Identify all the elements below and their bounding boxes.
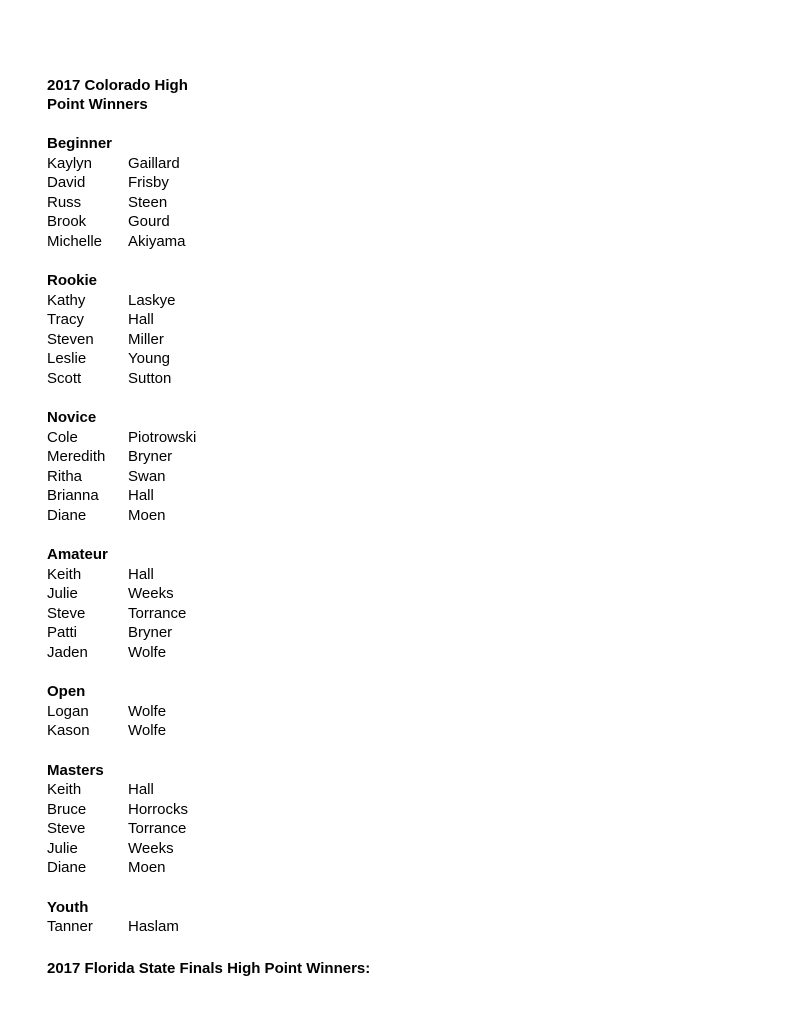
last-name: Weeks — [128, 839, 174, 857]
first-name: Michelle — [47, 232, 103, 250]
winner-row — [47, 584, 747, 604]
winner-row — [47, 193, 747, 213]
winner-row — [47, 780, 747, 800]
winner-row — [47, 212, 747, 232]
winner-row — [47, 369, 747, 389]
last-name: Horrocks — [128, 800, 189, 818]
last-name: Hall — [128, 781, 154, 798]
winner-row — [47, 467, 747, 487]
last-name: Miller — [128, 330, 164, 348]
first-name: Diane — [47, 506, 87, 524]
section-heading: Rookie — [47, 272, 98, 289]
last-name: Weeks — [128, 585, 174, 602]
winner-row — [47, 702, 747, 722]
first-name: Diane — [47, 859, 87, 876]
first-name: Julie — [47, 585, 78, 602]
first-name: Steve — [47, 604, 86, 622]
first-name: Keith — [47, 781, 82, 798]
winner-row — [47, 349, 747, 369]
first-name: Kaylyn — [47, 154, 93, 172]
first-name: David — [47, 174, 86, 191]
last-name: Young — [128, 350, 170, 367]
first-name: Meredith — [47, 448, 106, 465]
last-name: Hall — [128, 565, 154, 583]
last-name: Swan — [128, 467, 166, 485]
winner-row — [47, 839, 747, 859]
section-heading: Novice — [47, 409, 97, 426]
first-name: Kathy — [47, 291, 86, 309]
winner-row — [47, 428, 747, 448]
section-youth — [47, 898, 747, 937]
winner-row — [47, 800, 747, 820]
last-name: Wolfe — [128, 702, 167, 720]
last-name: Wolfe — [128, 722, 167, 739]
winner-row — [47, 486, 747, 506]
winner-row — [47, 643, 747, 663]
first-name: Russ — [47, 193, 82, 211]
section-masters — [47, 761, 747, 878]
last-name: Moen — [128, 859, 166, 876]
first-name: Steve — [47, 820, 86, 837]
winner-row — [47, 330, 747, 350]
last-name: Gourd — [128, 213, 170, 230]
section-novice — [47, 408, 747, 525]
section-heading: Masters — [47, 761, 104, 779]
section-heading: Beginner — [47, 135, 113, 152]
last-name: Wolfe — [128, 643, 167, 661]
last-name: Hall — [128, 311, 154, 328]
florida-heading: 2017 Florida State Finals High Point Winners: — [47, 959, 371, 977]
last-name: Gaillard — [128, 154, 180, 172]
winner-row — [47, 604, 747, 624]
last-name: Bryner — [128, 448, 173, 465]
first-name: Brook — [47, 213, 87, 230]
last-name: Piotrowski — [128, 428, 197, 446]
first-name: Brianna — [47, 487, 99, 504]
winner-row — [47, 819, 747, 839]
section-heading: Amateur — [47, 546, 108, 563]
winner-row — [47, 154, 747, 174]
winner-row — [47, 232, 747, 252]
winner-row — [47, 917, 747, 937]
first-name: Ritha — [47, 467, 83, 485]
first-name: Tanner — [47, 918, 93, 935]
first-name: Bruce — [47, 800, 87, 818]
first-name: Julie — [47, 839, 78, 857]
last-name: Hall — [128, 487, 154, 504]
last-name: Akiyama — [128, 232, 186, 250]
first-name: Scott — [47, 369, 82, 387]
section-heading: Youth — [47, 898, 89, 916]
section-open — [47, 682, 747, 741]
first-name: Leslie — [47, 350, 87, 367]
winner-row — [47, 291, 747, 311]
winner-row — [47, 721, 747, 741]
winner-row — [47, 506, 747, 526]
first-name: Patti — [47, 624, 78, 641]
first-name: Logan — [47, 702, 89, 720]
section-rookie — [47, 271, 747, 388]
first-name: Tracy — [47, 311, 84, 328]
last-name: Sutton — [128, 369, 172, 387]
first-name: Steven — [47, 330, 94, 348]
first-name: Kason — [47, 722, 90, 739]
winner-row — [47, 858, 747, 878]
section-heading: Open — [47, 683, 86, 700]
last-name: Torrance — [128, 604, 187, 622]
last-name: Bryner — [128, 624, 173, 641]
last-name: Laskye — [128, 291, 176, 309]
winner-row — [47, 623, 747, 643]
section-amateur — [47, 545, 747, 662]
document-page — [47, 76, 747, 978]
last-name: Haslam — [128, 918, 179, 935]
section-beginner — [47, 134, 747, 251]
winner-row — [47, 173, 747, 193]
last-name: Torrance — [128, 820, 187, 837]
first-name: Keith — [47, 565, 82, 583]
last-name: Steen — [128, 193, 168, 211]
winner-row — [47, 565, 747, 585]
last-name: Frisby — [128, 174, 169, 191]
page-title: 2017 Colorado High Point Winners — [47, 77, 188, 113]
first-name: Cole — [47, 428, 78, 446]
winner-row — [47, 447, 747, 467]
winner-row — [47, 310, 747, 330]
last-name: Moen — [128, 506, 166, 524]
first-name: Jaden — [47, 643, 88, 661]
